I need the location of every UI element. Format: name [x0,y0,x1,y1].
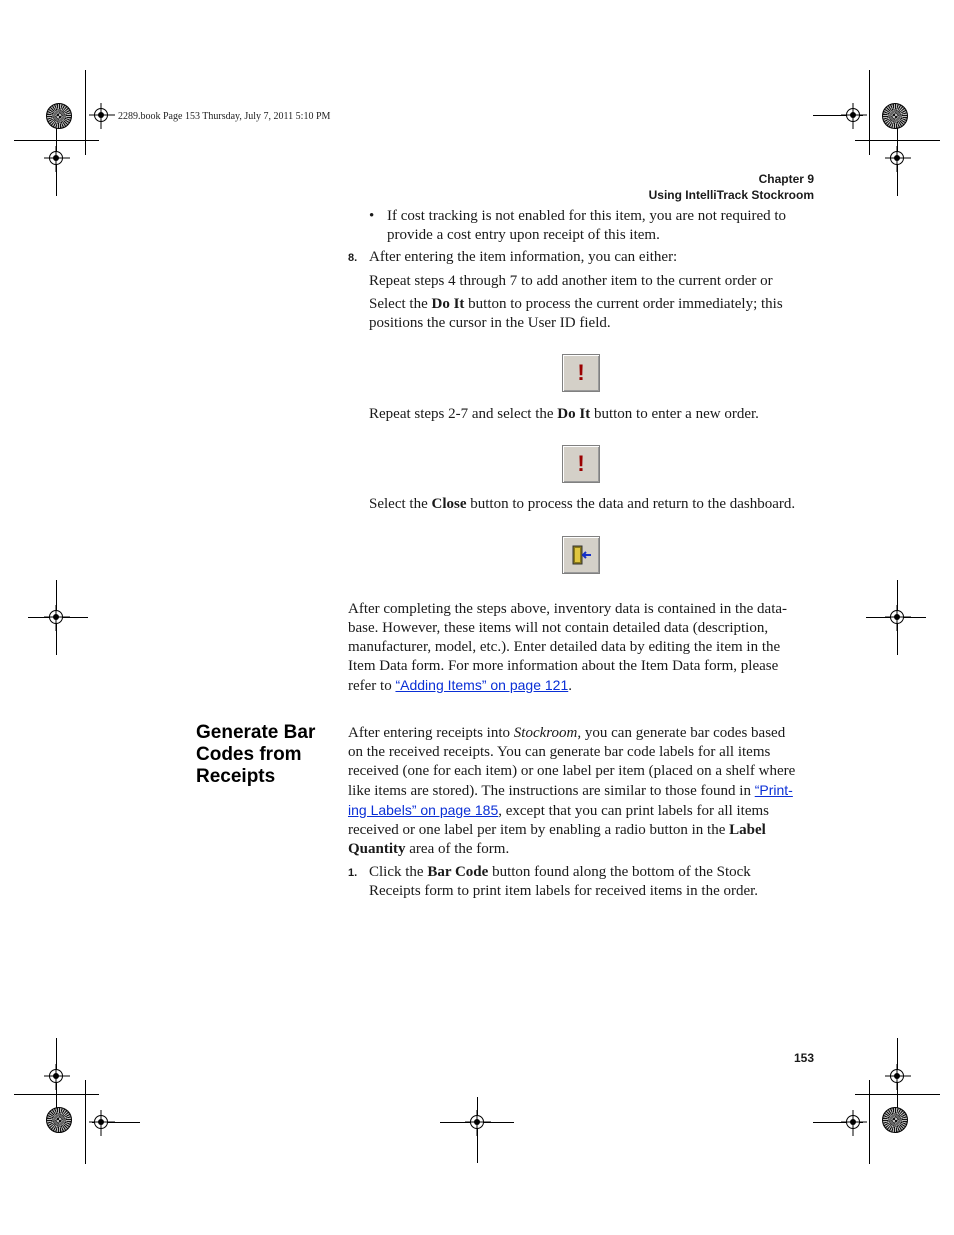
registration-mark-icon [94,108,108,122]
registration-mark-icon [890,1069,904,1083]
registration-mark-icon [49,610,63,624]
bullet-text: If cost tracking is not enabled for this item, you are not required to provide a cost entry upon receipt of this item. [387,208,787,243]
registration-mark-icon [890,610,904,624]
print-slug: 2289.book Page 153 Thursday, July 7, 2011 5:10 PM [118,111,331,122]
step-text: Click the Bar Code button found along the bottom of the Stock Receipts form to print item labels for received items in the order. [369,864,759,899]
bullet-mark: • [369,208,375,224]
option-text: Select the Do It button to process the current order immediately; this positions the cursor in the User ID field. [369,296,783,331]
step-number: 1. [348,867,358,879]
doit-button-image [562,445,600,483]
option-text: Repeat steps 4 through 7 to add another item to the current order or [369,273,773,289]
registration-mark-icon [846,108,860,122]
adding-items-link[interactable]: “Adding Items” on page 121 [395,677,569,693]
summary-paragraph: After completing the steps above, inventory data is contained in the data- base. However, these items will not contain detailed data (description, manufacturer, model, etc.). Enter detailed data by editing the item in the Item Data form. For more information about the Item Data form, please refer to “Adding Items” on page 121. [348,601,788,694]
registration-star-icon [46,103,72,129]
section-paragraph: After entering receipts into Stockroom, you can generate bar codes based on the received receipts. You can generate bar code labels for all items received (one for each item) or one label per item (placed on a shelf where like items are stored). The instructions are similar to those found in “Print- ing Labels” on page 185, except that you can print labels for all items received or one label per item by enabling a radio button in the Label Quantity area of the form. [348,725,796,857]
registration-mark-icon [890,151,904,165]
registration-mark-icon [94,1115,108,1129]
printing-labels-link[interactable]: ing Labels” on page 185 [348,802,499,818]
registration-mark-icon [470,1115,484,1129]
close-text: Select the Close button to process the data and return to the dashboard. [369,496,796,512]
chapter-label: Chapter 9 [758,172,814,186]
doit-button-image [562,354,600,392]
registration-mark-icon [846,1115,860,1129]
registration-mark-icon [49,151,63,165]
step-text: After entering the item information, you can either: [369,249,678,265]
exit-door-icon [569,543,593,567]
doit-label: Do It [431,296,465,312]
exclamation-icon: ! [577,451,585,476]
repeat-text: Repeat steps 2-7 and select the Do It button to enter a new order. [369,406,759,422]
section-heading: Generate Bar Codes from Receipts [196,722,316,787]
printing-labels-link[interactable]: “Print- [754,782,793,798]
step-number: 8. [348,252,358,264]
registration-star-icon [882,1107,908,1133]
exclamation-icon: ! [577,360,585,385]
close-button-image [562,536,600,574]
registration-mark-icon [49,1069,63,1083]
section-label: Using IntelliTrack Stockroom [648,188,814,202]
registration-star-icon [882,103,908,129]
page-number: 153 [793,1051,814,1065]
registration-star-icon [46,1107,72,1133]
